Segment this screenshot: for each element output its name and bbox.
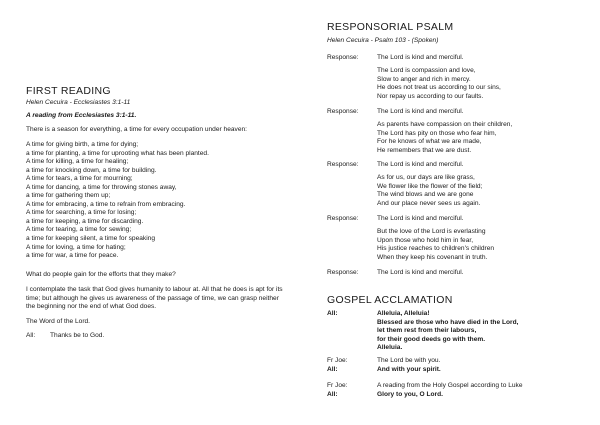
response-label: Response: [327,161,359,168]
reading-line: a time for gathering them up; [26,192,111,200]
frjoe-label: Fr Joe: [327,382,348,389]
reading-line: A time for killing, a time for healing; [26,158,129,166]
verse-line: When they keep his covenant in truth. [377,253,488,261]
acclamation-lines [377,310,518,353]
first-reading-intro: There is a season for everything, a time for every occupation under heaven: [26,126,248,133]
first-reading-reflection: I contemplate the task that God gives humanity to labour at. All that he does is apt for its time; but although he gives us awareness of the passage of time, we can grasp neither the beginning nor the end of what God does. [26,286,283,311]
response-text: The Lord is kind and merciful. [377,161,464,168]
psalm-response-row [327,54,464,62]
acclamation-line: Alleluia. [377,344,403,352]
first-reading-reader: Helen Cecuira - Ecclesiastes 3:1-11 [26,99,131,106]
all-text: And with your spirit. [377,366,441,373]
gospel-heading: GOSPEL ACCLAMATION [327,294,453,306]
reading-line: A time for searching, a time for losing; [26,209,137,217]
first-reading-question: What do people gain for the efforts that they make? [26,271,176,278]
all-label: All: [26,332,36,339]
reading-line: A time for dancing, a time for throwing stones away, [26,183,177,191]
all-text: Glory to you, O Lord. [377,391,443,398]
first-reading-heading: FIRST READING [26,85,111,97]
verse-line: But the love of the Lord is everlasting [377,228,486,235]
psalm-response-row [327,161,464,169]
frjoe-row [327,382,523,390]
psalm-response-row [327,269,464,277]
verse-line: He remembers that we are dust. [377,146,472,154]
reading-line: A time for loving, a time for hating; [26,243,126,251]
frjoe-row [327,357,440,365]
reading-line: A time for giving birth, a time for dying; [26,141,139,148]
verse-line: Nor repay us according to our faults. [377,92,484,100]
verse-line: He does not treat us according to our sins, [377,84,501,92]
frjoe-label: Fr Joe: [327,357,348,364]
first-reading-all-row [26,332,104,340]
response-label: Response: [327,54,359,61]
first-reading-closing: The Word of the Lord. [26,318,91,325]
reading-line: A time for embracing, a time to refrain from embracing. [26,200,186,208]
verse-line: Slow to anger and rich in mercy. [377,75,471,83]
verse-line: The Lord is compassion and love, [377,67,476,74]
verse-line: As parents have compassion on their children, [377,121,513,128]
psalm-response-row [327,108,464,116]
psalm-heading: RESPONSORIAL PSALM [327,21,454,33]
verse-line: Upon those who hold him in fear, [377,236,474,244]
first-reading-lead: A reading from Ecclesiastes 3:1-11. [26,112,137,119]
acclamation-line: Blessed are those who have died in the Lord, [377,318,519,326]
verse-line: The Lord has pity on those who fear him, [377,129,497,137]
reading-line: a time for keeping silent, a time for speaking [26,235,156,243]
all-label: All: [327,310,338,317]
reading-line: a time for keeping, a time for discarding. [26,217,144,225]
acclamation-line: Alleluia, Alleluia! [377,310,430,317]
all-label: All: [327,366,338,373]
gospel-acclamation-row [327,310,518,353]
acclamation-line: for their good deeds go with them. [377,335,486,343]
psalm-reader: Helen Cecuira - Psalm 103 - (Spoken) [327,37,439,44]
all-row [327,391,443,399]
response-text: The Lord is kind and merciful. [377,54,464,61]
response-label: Response: [327,269,359,276]
all-response: Thanks be to God. [50,332,105,339]
psalm-verse [377,121,512,155]
verse-line: As for us, our days are like grass, [377,174,475,181]
frjoe-text: A reading from the Holy Gospel according to Luke [377,382,523,389]
frjoe-text: The Lord be with you. [377,357,441,364]
reading-line: a time for planting, a time for uprooting what has been planted. [26,149,209,157]
response-text: The Lord is kind and merciful. [377,215,464,222]
reading-line: a time for war, a time for peace. [26,252,119,260]
response-text: The Lord is kind and merciful. [377,108,464,115]
response-text: The Lord is kind and merciful. [377,269,464,276]
response-label: Response: [327,215,359,222]
verse-line: And our place never sees us again. [377,199,481,207]
acclamation-line: let them rest from their labours, [377,327,477,335]
reading-line: A time for tears, a time for mourning; [26,175,133,183]
verse-line: His justice reaches to children's children [377,245,495,253]
verse-line: We flower like the flower of the field; [377,182,483,190]
psalm-verse [377,228,494,262]
verse-line: The wind blows and we are gone [377,191,474,199]
all-label: All: [327,391,338,398]
psalm-response-row [327,215,464,223]
verse-line: For he knows of what we are made, [377,138,482,146]
psalm-verse [377,174,482,208]
reading-line: A time for tearing, a time for sewing; [26,226,132,234]
all-row [327,366,441,374]
psalm-verse [377,67,501,101]
reading-line: a time for knocking down, a time for building. [26,166,157,174]
response-label: Response: [327,108,359,115]
first-reading-lines [26,141,209,261]
